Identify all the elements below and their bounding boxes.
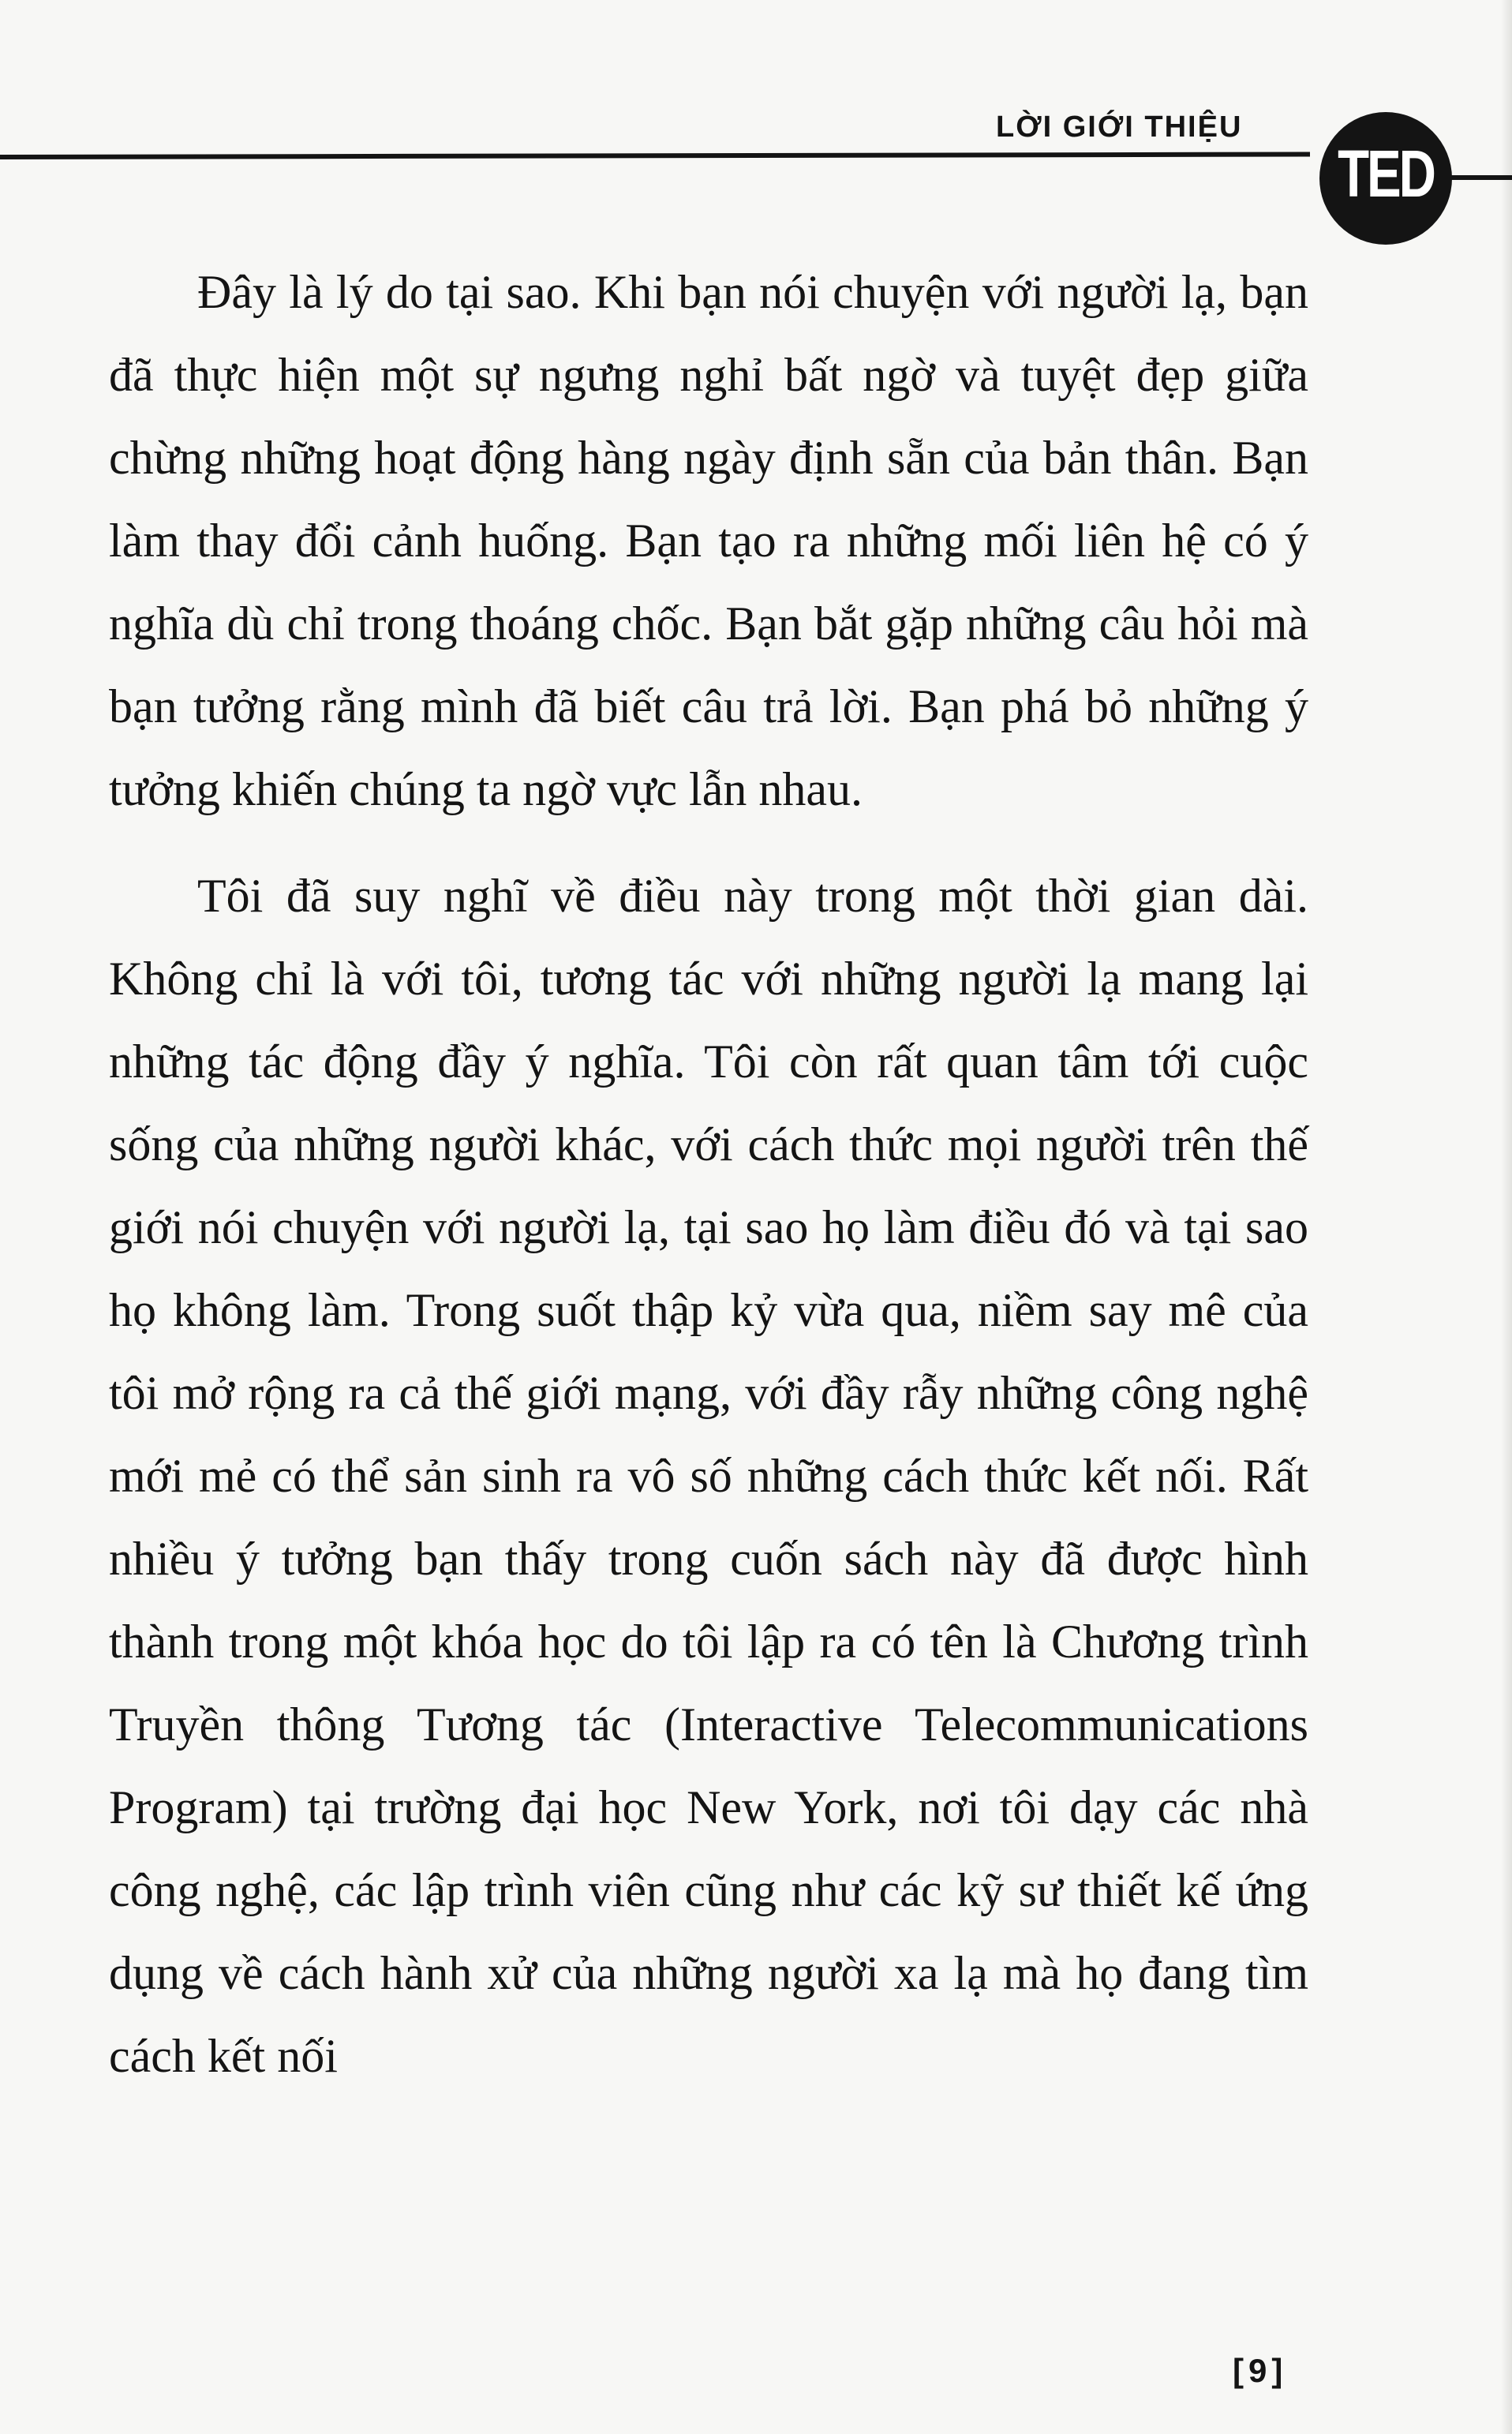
- paragraph-2: Tôi đã suy nghĩ về điều này trong một thời gian dài. Không chỉ là với tôi, tương tác với những người lạ mang lại những tác động đầy ý nghĩa. Tôi còn rất quan tâm tới cuộc sống của những người khác, với cách thức mọi người trên thế giới nói chuyện với người lạ, tại sao họ làm điều đó và tại sao họ không làm. Trong suốt thập kỷ vừa qua, niềm say mê của tôi mở rộng ra cả thế giới mạng, với đầy rẫy những công nghệ mới mẻ có thể sản sinh ra vô số những cách thức kết nối. Rất nhiều ý tưởng bạn thấy trong cuốn sách này đã được hình thành trong một khóa học do tôi lập ra có tên là Chương trình Truyền thông Tương tác (Interactive Telecommunications Program) tại trường đại học New York, nơi tôi dạy các nhà công nghệ, các lập trình viên cũng như các kỹ sư thiết kế ứng dụng về cách hành xử của những người xa lạ mà họ đang tìm cách kết nối: [109, 870, 1308, 2082]
- ted-logo-badge: [1319, 112, 1452, 245]
- header-rule: [0, 152, 1310, 159]
- header-rule-right: [1444, 175, 1512, 180]
- ted-logo-text: TED: [1338, 137, 1434, 211]
- page-edge: [1501, 0, 1512, 2434]
- page-number: [9]: [1233, 2352, 1288, 2389]
- running-header: [0, 0, 1512, 237]
- chapter-title: LỜI GIỚI THIỆU: [996, 110, 1243, 144]
- body-text: [109, 251, 1308, 2098]
- paragraph-1: Đây là lý do tại sao. Khi bạn nói chuyện với người lạ, bạn đã thực hiện một sự ngưng nghỉ bất ngờ và tuyệt đẹp giữa chừng những hoạt động hàng ngày định sẵn của bản thân. Bạn làm thay đổi cảnh huống. Bạn tạo ra những mối liên hệ có ý nghĩa dù chỉ trong thoáng chốc. Bạn bắt gặp những câu hỏi mà bạn tưởng rằng mình đã biết câu trả lời. Bạn phá bỏ những ý tưởng khiến chúng ta ngờ vực lẫn nhau.: [109, 266, 1308, 815]
